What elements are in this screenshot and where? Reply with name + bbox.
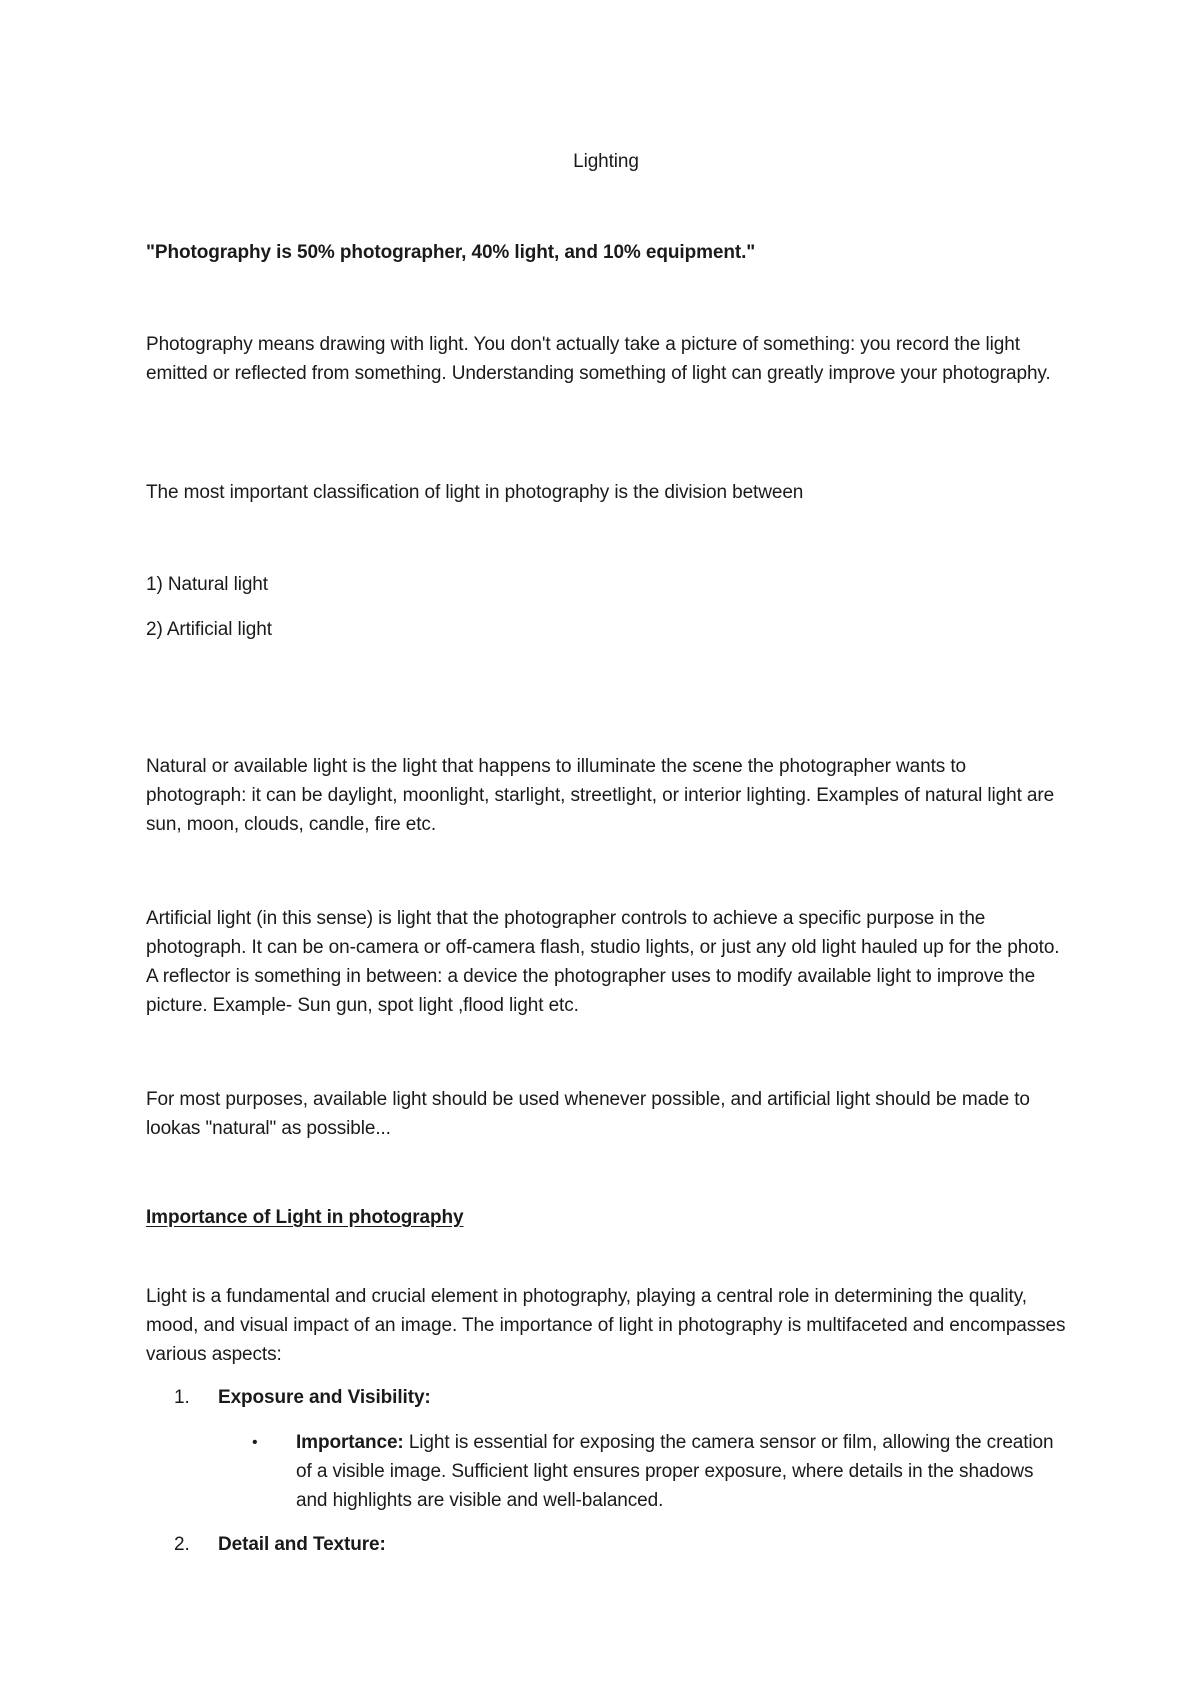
document-title: Lighting — [573, 151, 639, 172]
class-item-natural: 1) Natural light — [146, 574, 268, 595]
purposes-paragraph: For most purposes, available light should be used whenever possible, and artificial light should be made to lookas "natural" as possible... — [146, 1089, 1030, 1139]
bullet-item-importance — [252, 1428, 1066, 1515]
classification-paragraph: The most important classification of light in photography is the division between — [146, 482, 804, 503]
section-heading: Importance of Light in photography — [146, 1207, 464, 1228]
numbered-item-exposure — [174, 1383, 431, 1412]
pull-quote: "Photography is 50% photographer, 40% light, and 10% equipment." — [146, 242, 756, 263]
numbered-item-marker: 1. — [174, 1387, 190, 1408]
numbered-item-label: Detail and Texture: — [218, 1534, 386, 1555]
numbered-item-label: Exposure and Visibility: — [218, 1387, 431, 1408]
bullet-icon: • — [252, 1434, 258, 1451]
numbered-item-marker: 2. — [174, 1534, 190, 1555]
bullet-content: Light is essential for exposing the camera sensor or film, allowing the creation of a visible image. Sufficient light ensures proper exposure, where details in the shadows and highlights are visible and well-balanced. — [296, 1432, 1054, 1511]
section-intro-paragraph: Light is a fundamental and crucial element in photography, playing a central role in determining the quality, mood, and visual impact of an image. The importance of light in photography is multifaceted and encompasses various aspects: — [146, 1286, 1066, 1365]
natural-light-paragraph: Natural or available light is the light that happens to illuminate the scene the photographer wants to photograph: it can be daylight, moonlight, starlight, streetlight, or interior lighting. Examples of natural light are sun, moon, clouds, candle, fire etc. — [146, 756, 1055, 835]
intro-paragraph: Photography means drawing with light. You don't actually take a picture of something: you record the light emitted or reflected from something. Understanding something of light can greatly improve your photography. — [146, 334, 1051, 384]
bullet-text — [296, 1428, 1066, 1515]
numbered-item-detail — [174, 1530, 386, 1559]
class-item-artificial: 2) Artificial light — [146, 619, 272, 640]
artificial-light-paragraph: Artificial light (in this sense) is light that the photographer controls to achieve a specific purpose in the photograph. It can be on-camera or off-camera flash, studio lights, or just any old light hauled up for the photo. A reflector is something in between: a device the photographer uses to modify available light to improve the picture. Example- Sun gun, spot light ,flood light etc. — [146, 908, 1060, 1016]
bullet-label: Importance: — [296, 1432, 404, 1453]
